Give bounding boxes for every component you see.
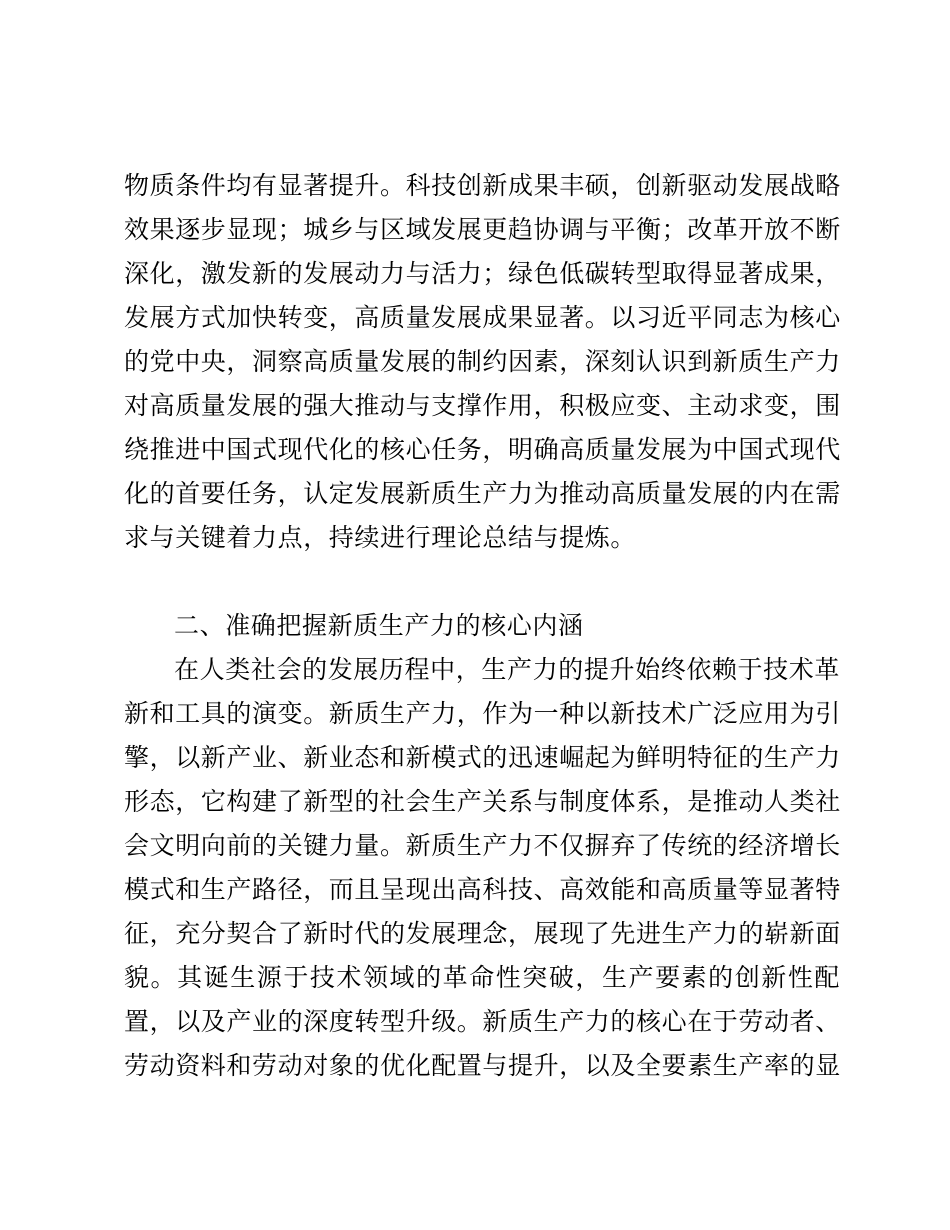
text-line: 深化，激发新的发展动力与活力；绿色低碳转型取得显著成果， <box>124 259 841 288</box>
paragraph-continued <box>124 164 840 560</box>
text-line: 对高质量发展的强大推动与支撑作用，积极应变、主动求变，围 <box>124 391 841 420</box>
text-line: 貌。其诞生源于技术领域的革命性突破，生产要素的创新性配 <box>124 963 840 992</box>
section-heading: 二、准确把握新质生产力的核心内涵 <box>174 611 584 640</box>
text-line: 新和工具的演变。新质生产力，作为一种以新技术广泛应用为引 <box>124 699 841 728</box>
text-line-last: 求与关键着力点，持续进行理论总结与提炼。 <box>124 523 637 552</box>
text-line: 物质条件均有显著提升。科技创新成果丰硕，创新驱动发展战略 <box>124 171 841 200</box>
text-line: 形态，它构建了新型的社会生产关系与制度体系，是推动人类社 <box>124 787 841 816</box>
text-line-first: 在人类社会的发展历程中，生产力的提升始终依赖于技术革 <box>174 655 840 684</box>
text-line: 的党中央，洞察高质量发展的制约因素，深刻认识到新质生产力 <box>124 347 841 376</box>
text-line: 置，以及产业的深度转型升级。新质生产力的核心在于劳动者、 <box>124 1007 841 1036</box>
text-line: 效果逐步显现；城乡与区域发展更趋协调与平衡；改革开放不断 <box>124 215 841 244</box>
text-line: 征，充分契合了新时代的发展理念，展现了先进生产力的崭新面 <box>124 919 841 948</box>
text-line: 绕推进中国式现代化的核心任务，明确高质量发展为中国式现代 <box>124 435 841 464</box>
text-line: 模式和生产路径，而且呈现出高科技、高效能和高质量等显著特 <box>124 875 841 904</box>
text-line: 劳动资料和劳动对象的优化配置与提升，以及全要素生产率的显 <box>124 1051 841 1080</box>
text-line: 化的首要任务，认定发展新质生产力为推动高质量发展的内在需 <box>124 479 841 508</box>
text-line: 擎，以新产业、新业态和新模式的迅速崛起为鲜明特征的生产力 <box>124 743 841 772</box>
text-line: 会文明向前的关键力量。新质生产力不仅摒弃了传统的经济增长 <box>124 831 841 860</box>
document-page <box>124 164 840 1088</box>
paragraph-spacer <box>124 560 840 604</box>
text-line: 发展方式加快转变，高质量发展成果显著。以习近平同志为核心 <box>124 303 841 332</box>
paragraph-body <box>124 648 840 1088</box>
